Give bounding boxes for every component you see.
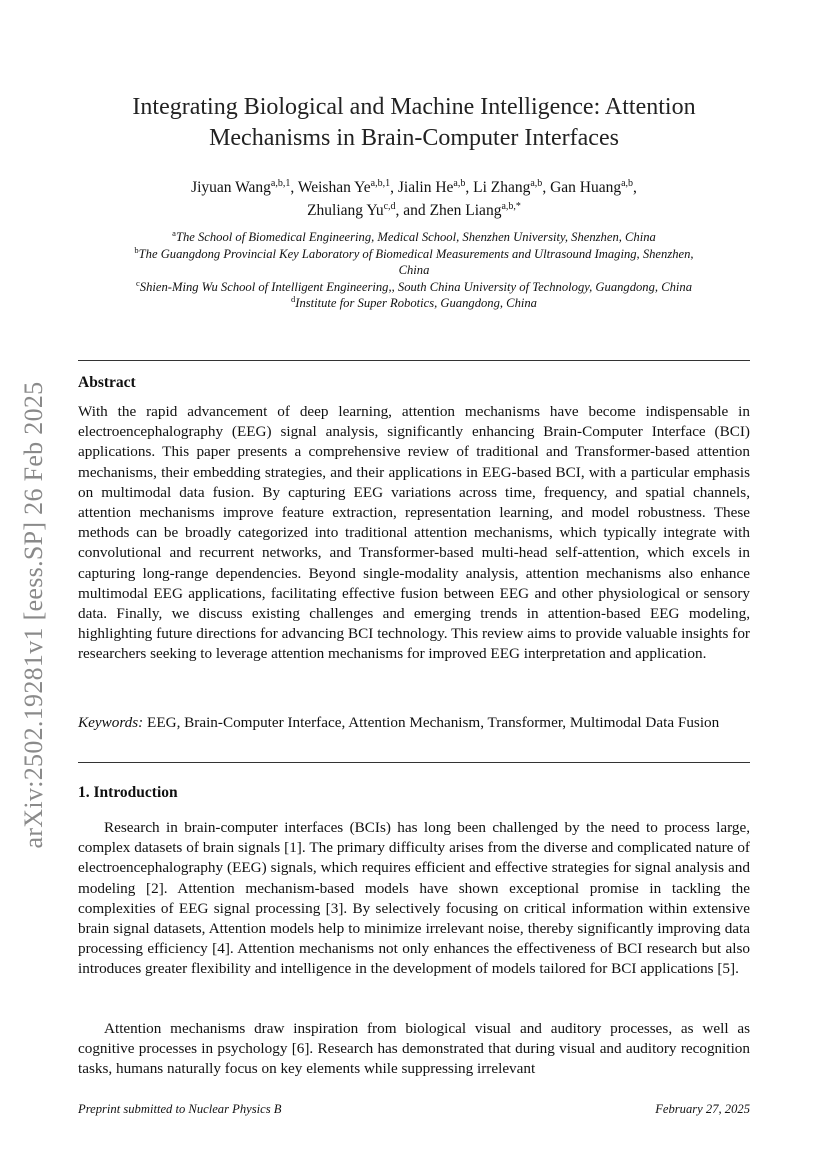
author-affiliation-marks: a,b,*	[501, 200, 521, 212]
author-affiliation-marks: a,b,1	[270, 177, 291, 189]
body-paragraph: Attention mechanisms draw inspiration from biological visual and auditory processes, as well as cognitive processes in psychology [6]. Research has demonstrated that during visual and auditory recognition tasks, humans naturally focus on key elements while suppressing irrelevant	[78, 1020, 750, 1078]
author-separator: ,	[542, 179, 551, 196]
author-name: Jialin He	[397, 179, 454, 196]
affiliation-item	[74, 295, 754, 312]
affiliation-text: Shien-Ming Wu School of Intelligent Engineering,, South China University of Technology, Guangdong, China	[139, 279, 692, 294]
affiliation-item	[74, 246, 754, 279]
footer-date: February 27, 2025	[655, 1102, 750, 1116]
abstract-body: With the rapid advancement of deep learning, attention mechanisms have become indispensable in electroencephalography (EEG) signal analysis, significantly enhancing Brain-Computer Interface (BCI) applications. This paper presents a comprehensive review of traditional and Transformer-based attention mechanisms, their embedding strategies, and their applications in EEG-based BCI, with a particular emphasis on multimodal data fusion. By capturing EEG variations across time, frequency, and spatial channels, attention mechanisms improve feature extraction, representation learning, and model robustness. These methods can be broadly categorized into traditional attention mechanisms, which typically integrate with convolutional and recurrent networks, and Transformer-based multi-head self-attention, which excels in capturing long-range dependencies. Beyond single-modality analysis, attention mechanisms also enhance multimodal EEG applications, facilitating effective fusion between EEG and other physiological or sensory data. Finally, we discuss existing challenges and emerging trends in attention-based EEG modeling, highlighting future directions for advancing BCI technology. This review aims to provide valuable insights for researchers seeking to leverage attention mechanisms for improved EEG interpretation and application.	[78, 403, 750, 663]
author-separator: ,	[633, 179, 637, 196]
author-affiliation-marks: a,b	[453, 177, 466, 189]
keywords-label: Keywords:	[78, 714, 144, 731]
author-separator: ,	[465, 179, 474, 196]
footer-preprint-note: Preprint submitted to Nuclear Physics B	[78, 1102, 282, 1116]
arxiv-identifier-text: arXiv:2502.19281v1 [eess.SP] 26 Feb 2025	[19, 381, 48, 849]
author-separator: ,	[390, 179, 398, 196]
abstract-heading: Abstract	[78, 374, 136, 391]
author-name: Weishan Ye	[297, 179, 371, 196]
affiliation-text: Institute for Super Robotics, Guangdong, China	[295, 296, 537, 310]
abstract-top-rule	[78, 360, 750, 361]
author-separator: , and	[395, 202, 430, 219]
section-heading: 1. Introduction	[78, 784, 178, 801]
author-name: Zhuliang Yu	[307, 202, 384, 219]
author-name: Jiyuan Wang	[191, 179, 271, 196]
author-name: Li Zhang	[473, 179, 531, 196]
abstract-bottom-rule	[78, 762, 750, 763]
author-affiliation-marks: a,b	[621, 177, 634, 189]
affiliation-item	[74, 229, 754, 246]
affiliation-mark: c	[136, 277, 140, 288]
arxiv-identifier-stamp	[14, 360, 54, 870]
affiliation-item	[74, 279, 754, 296]
affiliation-mark: b	[134, 244, 139, 255]
keywords	[78, 713, 750, 733]
affiliation-mark: d	[291, 293, 296, 304]
author-separator: ,	[290, 179, 298, 196]
author-affiliation-marks: c,d	[383, 200, 396, 212]
author-list	[78, 176, 750, 222]
body-paragraph: Research in brain-computer interfaces (BCIs) has long been challenged by the need to process large, complex datasets of brain signals [1]. The primary difficulty arises from the diverse and complicated nature of electroencephalography (EEG) signals, which requires efficient and effective strategies for signal analysis and modeling [2]. Attention mechanism-based models have shown exceptional promise in tackling the complexities of EEG signal processing [3]. By selectively focusing on critical information within extensive brain signal datasets, Attention models help to minimize irrelevant noise, thereby significantly improving data processing efficiency [4]. Attention mechanisms not only enhances the effectiveness of BCI research but also introduces greater flexibility and intelligence in the development of models tailored for BCI applications [5].	[78, 819, 750, 978]
affiliation-text: The School of Biomedical Engineering, Medical School, Shenzhen University, Shenzhen, China	[175, 230, 656, 244]
affiliation-mark: a	[172, 227, 176, 238]
author-name: Zhen Liang	[429, 202, 502, 219]
author-affiliation-marks: a,b,1	[370, 177, 391, 189]
keywords-text: EEG, Brain-Computer Interface, Attention Mechanism, Transformer, Multimodal Data Fusion	[147, 714, 720, 731]
author-name: Gan Huang	[550, 179, 622, 196]
affiliation-text: The Guangdong Provincial Key Laboratory of Biomedical Measurements and Ultrasound Imaging, Shenzhen, China	[138, 246, 694, 277]
author-affiliation-marks: a,b	[530, 177, 543, 189]
affiliation-list	[74, 229, 754, 312]
paper-title: Integrating Biological and Machine Intelligence: Attention Mechanisms in Brain-Computer Interfaces	[132, 94, 696, 151]
